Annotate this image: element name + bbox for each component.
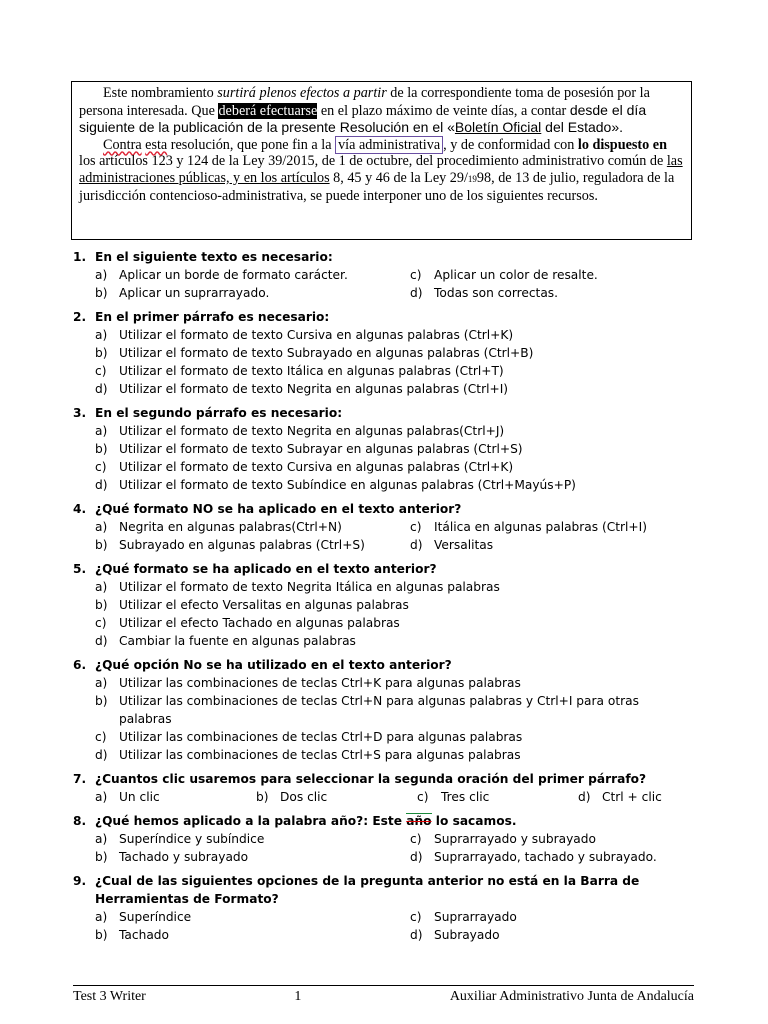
option-d[interactable]: d) Subrayado xyxy=(410,928,500,942)
option-b[interactable]: b) Dos clic xyxy=(256,790,328,804)
option-a[interactable]: a) Utilizar las combinaciones de teclas Ctrl+K para algunas palabras xyxy=(95,676,521,690)
question-title: ¿Qué formato NO se ha aplicado en el texto anterior? xyxy=(95,502,462,516)
option-a[interactable]: a) Negrita en algunas palabras(Ctrl+N) xyxy=(95,520,342,534)
italic-run: surtirá plenos efectos a partir xyxy=(217,85,387,101)
option-b[interactable]: b) Utilizar las combinaciones de teclas Ctrl+N para algunas palabras y Ctrl+I para otras palabras xyxy=(95,694,639,726)
bold-run: lo dispuesto en xyxy=(577,136,667,153)
option-d[interactable]: d) Utilizar el formato de texto Subíndice en algunas palabras (Ctrl+Mayús+P) xyxy=(95,478,576,492)
text-run: en el plazo máximo de veinte días, a contar xyxy=(317,102,570,119)
option-a[interactable]: a) Utilizar el formato de texto Negrita en algunas palabras(Ctrl+J) xyxy=(95,424,505,438)
question-title: En el primer párrafo es necesario: xyxy=(95,310,330,324)
footer-title: Test 3 Writer xyxy=(73,989,146,1004)
footer-subtitle: Auxiliar Administrativo Junta de Andalucía xyxy=(449,989,694,1004)
question-title: ¿Qué opción No se ha utilizado en el texto anterior? xyxy=(95,658,452,672)
option-c[interactable]: c) Utilizar el formato de texto Cursiva en algunas palabras (Ctrl+K) xyxy=(95,460,514,474)
option-a[interactable]: a) Superíndice y subíndice xyxy=(95,832,265,846)
character-border-run: vía administrativa xyxy=(335,136,443,154)
text-run: de la correspondiente toma de posesión por la persona interesada. Que xyxy=(79,85,650,119)
question-title: En el siguiente texto es necesario: xyxy=(95,250,333,264)
sample-text-box xyxy=(71,81,692,240)
question-number: 4. xyxy=(73,502,87,516)
text-run: resolución, que pone fin a la xyxy=(167,136,336,153)
option-d[interactable]: d) Suprarrayado, tachado y subrayado. xyxy=(410,850,657,864)
option-a[interactable]: a) Utilizar el formato de texto Cursiva en algunas palabras (Ctrl+K) xyxy=(95,328,514,342)
option-d[interactable]: d) Cambiar la fuente en algunas palabras xyxy=(95,634,356,648)
question-8 xyxy=(73,812,697,866)
text-run: 98, de 13 de julio, reguladora de la jurisdicción contencioso-administrativa, se puede interponer uno de los siguientes recursos. xyxy=(79,169,675,204)
spellcheck-run: esta xyxy=(145,136,168,153)
option-a[interactable]: a) Utilizar el formato de texto Negrita Itálica en algunas palabras xyxy=(95,580,500,594)
spellcheck-run: Contra xyxy=(103,136,142,153)
option-a[interactable]: a) Un clic xyxy=(95,790,160,804)
option-c[interactable]: c) Itálica en algunas palabras (Ctrl+I) xyxy=(410,520,647,534)
subscript-run: 19 xyxy=(467,173,477,184)
question-title: ¿Cual de las siguientes opciones de la pregunta anterior no está en la Barra de Herramientas de Formato? xyxy=(95,874,640,906)
text-run: 8, 45 y 46 de la Ley 29/ xyxy=(329,169,468,186)
question-number: 2. xyxy=(73,310,87,324)
option-d[interactable]: d) Ctrl + clic xyxy=(578,790,662,804)
underlined-run: las administraciones públicas, y en los artículos xyxy=(79,153,683,186)
page-footer xyxy=(73,985,694,1005)
question-number: 8. xyxy=(73,814,87,828)
option-d[interactable]: d) Utilizar el formato de texto Negrita en algunas palabras (Ctrl+I) xyxy=(95,382,509,396)
underlined-run: Boletín Oficial xyxy=(454,119,542,136)
option-c[interactable]: c) Utilizar el formato de texto Itálica en algunas palabras (Ctrl+T) xyxy=(95,364,504,378)
question-3 xyxy=(73,404,697,494)
question-list xyxy=(73,248,697,950)
option-b[interactable]: b) Tachado y subrayado xyxy=(95,850,249,864)
question-title: ¿Qué formato se ha aplicado en el texto anterior? xyxy=(95,562,437,576)
question-7 xyxy=(73,770,697,806)
option-b[interactable]: b) Aplicar un suprarrayado. xyxy=(95,286,270,300)
option-c[interactable]: c) Utilizar el efecto Tachado en algunas palabras xyxy=(95,616,400,630)
question-number: 1. xyxy=(73,250,87,264)
paragraph-2 xyxy=(79,137,684,204)
option-a[interactable]: a) Superíndice xyxy=(95,910,192,924)
question-number: 6. xyxy=(73,658,87,672)
option-b[interactable]: b) Tachado xyxy=(95,928,169,942)
question-9 xyxy=(73,872,697,944)
question-2 xyxy=(73,308,697,398)
question-number: 3. xyxy=(73,406,87,420)
question-number: 7. xyxy=(73,772,87,786)
question-title: En el segundo párrafo es necesario: xyxy=(95,406,343,420)
option-b[interactable]: b) Utilizar el formato de texto Subrayar en algunas palabras (Ctrl+S) xyxy=(95,442,523,456)
text-run: , y de conformidad con xyxy=(443,136,578,153)
option-b[interactable]: b) Subrayado en algunas palabras (Ctrl+S) xyxy=(95,538,365,552)
sans-font-run: desde el día siguiente de la publicación de la presente Resolución en el « xyxy=(79,101,647,136)
option-c[interactable]: c) Suprarrayado y subrayado xyxy=(410,832,596,846)
option-c[interactable]: c) Suprarrayado xyxy=(410,910,517,924)
question-5 xyxy=(73,560,697,650)
highlighted-run: deberá efectuarse xyxy=(218,102,318,119)
struck-word: año xyxy=(406,814,432,828)
option-b[interactable]: b) Utilizar el efecto Versalitas en algunas palabras xyxy=(95,598,409,612)
question-title: ¿Qué hemos aplicado a la palabra año?: Este año lo sacamos. xyxy=(95,814,517,828)
question-number: 5. xyxy=(73,562,87,576)
option-c[interactable]: c) Aplicar un color de resalte. xyxy=(410,268,598,282)
option-c[interactable]: c) Tres clic xyxy=(417,790,490,804)
option-d[interactable]: d) Utilizar las combinaciones de teclas Ctrl+S para algunas palabras xyxy=(95,748,521,762)
option-d[interactable]: d) Todas son correctas. xyxy=(410,286,559,300)
question-6 xyxy=(73,656,697,764)
option-a[interactable]: a) Aplicar un borde de formato carácter. xyxy=(95,268,348,282)
question-title: ¿Cuantos clic usaremos para seleccionar la segunda oración del primer párrafo? xyxy=(95,772,647,786)
text-run: los artículos 123 y 124 de la Ley 39/2015, de 1 de octubre, del procedimiento administrativo común de xyxy=(79,153,667,170)
option-d[interactable]: d) Versalitas xyxy=(410,538,494,552)
option-b[interactable]: b) Utilizar el formato de texto Subrayado en algunas palabras (Ctrl+B) xyxy=(95,346,534,360)
question-4 xyxy=(73,500,697,554)
text-run: Este nombramiento xyxy=(103,85,218,101)
sans-font-run: del Estado». xyxy=(541,119,624,136)
option-c[interactable]: c) Utilizar las combinaciones de teclas Ctrl+D para algunas palabras xyxy=(95,730,523,744)
page-number: 1 xyxy=(294,989,302,1004)
question-number: 9. xyxy=(73,874,87,888)
paragraph-1 xyxy=(79,85,684,137)
question-1 xyxy=(73,248,697,302)
